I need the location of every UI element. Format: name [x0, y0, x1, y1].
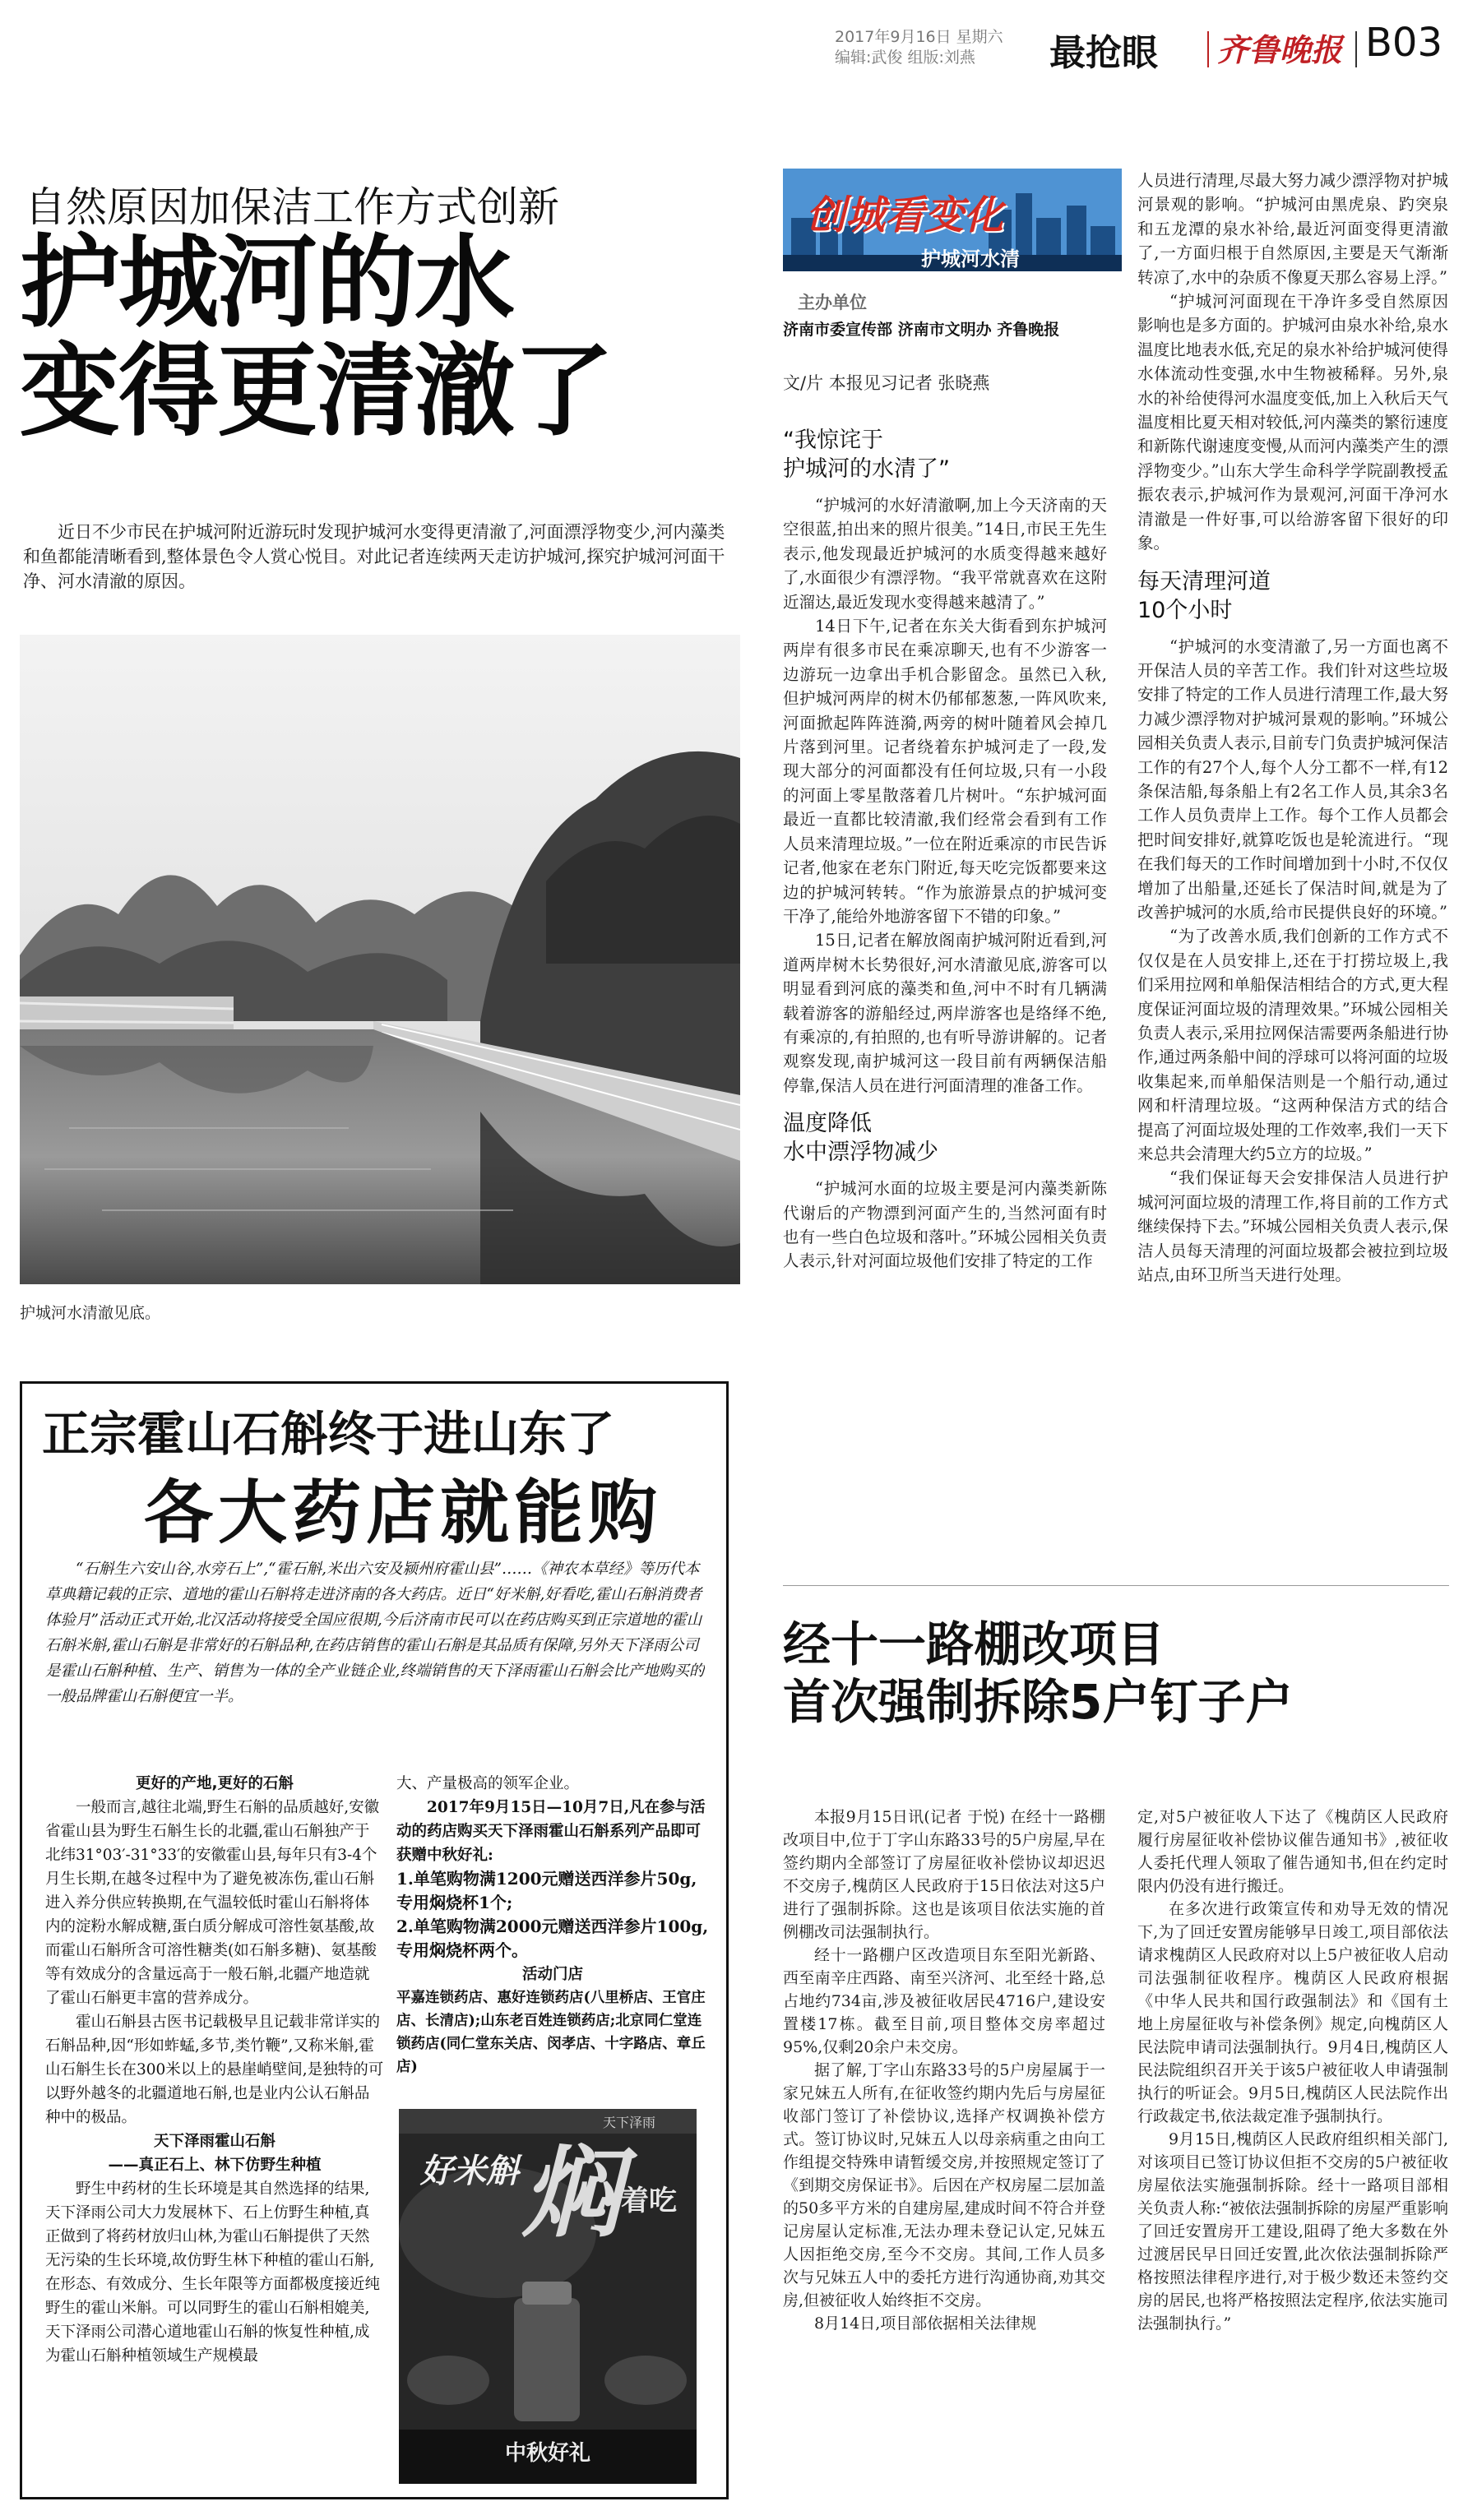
article2-title	[783, 1616, 1293, 1731]
poster-slogan: 中秋好礼	[504, 2441, 590, 2466]
article1-title-line1: 护城河的水	[20, 224, 513, 341]
article2-column1	[783, 1806, 1105, 2496]
paragraph: 9月15日,槐荫区人民政府组织相关部门,对该项目已签订协议但拒不交房的5户被征收房屋依法实施强制拆除。经十一路项目部相关负责人称:“被依法强制拆除的房屋严重影响了回迁安置房开工建设,阻碍了绝大多数在外过渡居民早日回迁安置,此次依法强制拆除严格按照法律程序进行,对于极少数还未签约交房的居民,也将严格按照法定程序,依法实施司法强制执行。”	[1137, 2130, 1448, 2333]
section-name: 最抢眼	[1049, 32, 1158, 74]
paragraph: 本报9月15日讯(记者 于悦) 在经十一路棚改项目中,位于丁字山东路33号的5户房屋,早在签约期内全部签订了房屋征收补偿协议却迟迟不交房子,槐荫区人民政府于15日依法对这5户进行了强制拆除。这也是该项目依法实施的首例棚改司法强制执行。	[783, 1808, 1105, 1941]
paragraph: 据了解,丁字山东路33号的5户房屋属于一家兄妹五人所有,在征收签约期内先后与房屋征收部门签订了补偿协议,选择产权调换补偿方式。签订协议时,兄妹五人以母亲病重之由向工作组提交特殊申请暂缓交房,并按照规定签订了《到期交房保证书》。后因在产权房屋二层加盖的50多平方米的自建房屋,建成时间不符合并登记房屋认定标准,无法办理未登记认定,兄妹五人因拒绝交房,至今不交房。其间,工作人员多次与兄妹五人中的委托方进行沟通协商,劝其交房,但被征收人始终拒不交房。	[783, 2061, 1105, 2310]
paragraph: “护城河的水好清澈啊,加上今天济南的天空很蓝,拍出来的照片很美。”14日,市民王先生表示,他发现最近护城河的水质变得越来越好了,水面很少有漂浮物。“我平常就喜欢在这附近溜达,最近发现水变得越来越清了。”	[783, 496, 1107, 612]
article1-title-line2: 变得更清澈了	[20, 333, 612, 450]
ad-right-text: 大、产量极高的领军企业。	[396, 1775, 580, 1792]
ad-promo-text: 2017年9月15日—10月7日,凡在参与活动的药店购买天下泽雨霍山石斛系列产品即可获赠中秋好礼:	[396, 1799, 706, 1864]
issue-date: 2017年9月16日 星期六	[835, 28, 1003, 46]
paragraph: 14日下午,记者在东关大街看到东护城河两岸有很多市民在乘凉聊天,也有不少游客一边游玩一边拿出手机合影留念。虽然已入秋,但护城河两岸的树木仍郁郁葱葱,一阵风吹来,河面掀起阵阵涟漪,两旁的树叶随着风会掉几片落到河里。记者绕着东护城河走了一段,发现大部分的河面都没有任何垃圾,只有一小段的河面上零星散落着几片树叶。“东护城河面最近一直都比较清澈,我们经常会看到有工作人员来清理垃圾。”一位在附近乘凉的市民告诉记者,他家在老东门附近,每天吃完饭都要来这边的护城河转转。“作为旅游景点的护城河变干净了,能给外地游客留下不错的印象。”	[783, 617, 1107, 926]
sponsor-label: 主办单位	[798, 293, 867, 312]
article2-column2	[1137, 1806, 1448, 2496]
subhead-3: 每天清理河道 10个小时	[1137, 568, 1271, 623]
banner-title: 创城看变化	[806, 192, 1004, 238]
page-number: B03	[1365, 20, 1443, 66]
river-photo-illustration	[20, 635, 740, 1284]
editor-credits: 编辑:武俊 组版:刘燕	[835, 49, 975, 67]
paragraph: “为了改善水质,我们创新的工作方式不仅仅是在人员安排上,还在于打捞垃圾上,我们采用拉网和单船保洁相结合的方式,更大程度保证河面垃圾的清理效果。”环城公园相关负责人表示,采用拉网保洁需要两条船进行协作,通过两条船中间的浮球可以将河面的垃圾收集起来,而单船保洁则是一个船行动,通过网和杆清理垃圾。“这两种保洁方式的结合提高了河面垃圾处理的工作效率,我们一天下来总共会清理大约5立方的垃圾。”	[1137, 927, 1448, 1164]
header-divider	[1207, 31, 1209, 67]
ad-section1-title: 更好的产地,更好的石斛	[135, 1775, 294, 1792]
ad-title-line1: 正宗霍山石斛终于进山东了	[42, 1406, 615, 1462]
subhead-1: “我惊诧于 护城河的水清了”	[783, 428, 950, 482]
river-photo	[20, 635, 740, 1284]
paragraph: 定,对5户被征收人下达了《槐荫区人民政府履行房屋征收补偿协议催告通知书》,被征收人委托代理人领取了催告通知书,但在约定时限内仍没有进行搬迁。	[1137, 1808, 1448, 1895]
paragraph: 在多次进行政策宣传和劝导无效的情况下,为了回迁安置房能够早日竣工,项目部依法请求槐荫区人民政府对以上5户被征收人启动司法强制征收程序。槐荫区人民政府根据《中华人民共和国行政强制法》和《国有土地上房屋征收与补偿条例》规定,向槐荫区人民法院申请司法强制执行。9月4日,槐荫区人民法院组织召开关于该5户被征收人申请强制执行的听证会。9月5日,槐荫区人民法院作出行政裁定书,依法裁定准予强制执行。	[1137, 1900, 1448, 2125]
paragraph: 15日,记者在解放阁南护城河附近看到,河道两岸树木长势很好,河水清澈见底,游客可以明显看到河底的藻类和鱼,河中不时有几辆满载着游客的游船经过,两岸游客也是络绎不绝,有乘凉的,有拍照的,也有听导游讲解的。记者观察发现,南护城河这一段目前有两辆保洁船停靠,保洁人员在进行河面清理的准备工作。	[783, 931, 1107, 1095]
paragraph: “我们保证每天会安排保洁人员进行护城河河面垃圾的清理工作,将目前的工作方式继续保持下去。”环城公园相关负责人表示,保洁人员每天清理的河面垃圾都会被拉到垃圾站点,由环卫所当天进行处理。	[1137, 1168, 1448, 1285]
ad-intro: “石斛生六安山谷,水旁石上”,“霍石斛,米出六安及颍州府霍山县”……《神农本草经》等历代本草典籍记载的正宗、道地的霍山石斛将走进济南的各大药店。近日“好米斛,好看吃,霍山石斛消费者体验月”活动正式开始,北汉活动将接受全国应很期,今后济南市民可以在药店购买到正宗道地的霍山石斛米斛,霍山石斛是非常好的石斛品种,在药店销售的霍山石斛是其品质有保障,另外天下泽雨公司是霍山石斛种植、生产、销售为一体的全产业链企业,终端销售的天下泽雨霍山石斛会比产地购买的一般品牌霍山石斛便宜一半。	[45, 1561, 705, 1705]
product-poster	[399, 2109, 697, 2484]
ad-promo-item1: 1.单笔购物满1200元赠送西洋参片50g,专用焖烧杯1个;	[396, 1869, 697, 1912]
section-divider	[783, 1585, 1449, 1586]
paragraph: 经十一路棚户区改造项目东至阳光新路、西至南辛庄西路、南至兴济河、北至经十路,总占地约734亩,涉及被征收居民4716户,建设安置楼17栋。截至目前,项目整体交房率超过95%,仅剩20余户未交房。	[783, 1946, 1105, 2056]
article1-kicker: 自然原因加保洁工作方式创新	[25, 183, 559, 231]
paragraph: 8月14日,项目部依据相关法律规	[814, 2314, 1037, 2333]
subhead-2: 温度降低 水中漂浮物减少	[783, 1111, 938, 1166]
article1-title	[20, 224, 612, 450]
sponsor-list: 济南市委宣传部 济南市文明办 齐鲁晚报	[783, 321, 1060, 339]
ad-section1-text: 一般而言,越往北端,野生石斛的品质越好,安徽省霍山县为野生石斛生长的北疆,霍山石斛独产于北纬31°03′-31°33′的安徽霍山县,每年只有3-4个月生长期,在越冬过程中为了避免被冻伤,霍山石斛进入养分供应转换期,在气温较低时霍山石斛将体内的淀粉水解成糖,蛋白质分解成可溶性氨基酸,故而霍山石斛所含可溶性糖类(如石斛多糖)、氨基酸等有效成分的含量远高于一般石斛,北疆产地造就了霍山石斛更丰富的营养成分。	[45, 1799, 380, 2007]
article2-title-line2: 首次强制拆除5户钉子户	[783, 1674, 1294, 1730]
article1-lead: 近日不少市民在护城河附近游玩时发现护城河水变得更清澈了,河面漂浮物变少,河内藻类和鱼都能清晰看到,整体景色令人赏心悦目。对此记者连续两天走访护城河,探究护城河河面干净、河水清澈的原因。	[23, 522, 725, 591]
article2-title-line1: 经十一路棚改项目	[783, 1616, 1165, 1672]
ad-stores-title: 活动门店	[521, 1966, 583, 1983]
paragraph: “护城河河面现在干净许多受自然原因影响也是多方面的。护城河由泉水补给,泉水温度比地表水低,充足的泉水补给护城河使得水体流动性变强,水中生物被稀释。另外,泉水的补给使得河水温度变低,加上入秋后天气温度相比夏天相对较低,河内藻类的繁衍速度和新陈代谢速度变慢,从而河内藻类产生的漂浮物变少。”山东大学生命科学学院副教授孟振农表示,护城河作为景观河,河面干净河水清澈是一件好事,可以给游客留下很好的印象。	[1137, 292, 1448, 553]
page-header	[0, 0, 1468, 82]
ad-promo-item2: 2.单笔购物满2000元赠送西洋参片100g,专用焖烧杯两个。	[396, 1917, 709, 1960]
paragraph: “护城河的水变清澈了,另一方面也离不开保洁人员的辛苦工作。我们针对这些垃圾安排了特定的工作人员进行清理工作,最大努力减少漂浮物对护城河景观的影响。”环城公园相关负责人表示,目前专门负责护城河保洁工作的有27个人,每个人分工都不一样,有12条保洁船,每条船上有2名工作人员,其余3名工作人员负责岸上工作。每个工作人员都会把时间安排好,就算吃饭也是轮流进行。“现在我们每天的工作时间增加到十小时,不仅仅增加了出船量,还延长了保洁时间,就是为了改善护城河的水质,给市民提供良好的环境。”	[1137, 636, 1448, 922]
advertisement	[20, 1381, 729, 2499]
poster-badge: 天下泽雨	[603, 2115, 656, 2130]
photo-caption: 护城河水清澈见底。	[20, 1304, 161, 1322]
ad-stores-list: 平嘉连锁药店、惠好连锁药店(八里桥店、王官庄店、长清店);山东老百姓连锁药店;北京同仁堂连锁药店(同仁堂东关店、闵孝店、十字路店、章丘店)	[396, 1990, 706, 2075]
ad-title-line2: 各大药店就能购	[144, 1473, 663, 1553]
ad-section1-text2: 霍山石斛县古医书记载极早且记载非常详实的石斛品种,因“形如蚱蜢,多节,类竹鞭”,又称米斛,霍山石斛生长在300米以上的悬崖峭壁间,是独特的可以野外越冬的北疆道地石斛,也是业内公认石斛品种中的极品。	[45, 2014, 384, 2126]
ad-right-column	[396, 1772, 709, 2078]
poster-big-char: 焖	[522, 2135, 621, 2251]
paragraph: 人员进行清理,尽最大努力减少漂浮物对护城河景观的影响。“护城河由黑虎泉、趵突泉和五龙潭的泉水补给,最近河面变得更清澈了,一方面归根于自然原因,主要是天气渐渐转凉了,水中的杂质不像夏天那么容易上浮。”	[1137, 171, 1448, 287]
banner-subtitle: 护城河水清	[921, 247, 1020, 270]
column-banner	[783, 169, 1122, 271]
poster-brand: 好米斛	[420, 2152, 519, 2190]
ad-left-column	[45, 1772, 384, 2495]
article1-column1	[783, 426, 1107, 1577]
paper-logo: 齐鲁晚报	[1217, 31, 1343, 68]
article1-byline: 文/片 本报见习记者 张晓燕	[783, 373, 990, 393]
ad-section2-text: 野生中药材的生长环境是其自然选择的结果,天下泽雨公司大力发展林下、石上仿野生种植,真正做到了将药材放归山林,为霍山石斛提供了天然无污染的生长环境,故仿野生林下种植的霍山石斛,在形态、有效成分、生长年限等方面都极度接近纯野生的霍山米斛。可以同野生的霍山石斛相媲美,天下泽雨公司潜心道地霍山石斛的恢复性种植,成为霍山石斛种植领域生产规模最	[45, 2180, 381, 2365]
ad-section2-subtitle: ——真正石上、林下仿野生种植	[108, 2157, 322, 2174]
ad-section2-title: 天下泽雨霍山石斛	[153, 2133, 276, 2150]
paragraph: “护城河水面的垃圾主要是河内藻类新陈代谢后的产物漂到河面产生的,当然河面有时也有一些白色垃圾和落叶。”环城公园相关负责人表示,针对河面垃圾他们安排了特定的工作	[783, 1179, 1107, 1271]
article1-column2	[1137, 169, 1448, 1579]
poster-word: 着吃	[621, 2185, 677, 2217]
header-divider-2	[1355, 31, 1357, 67]
